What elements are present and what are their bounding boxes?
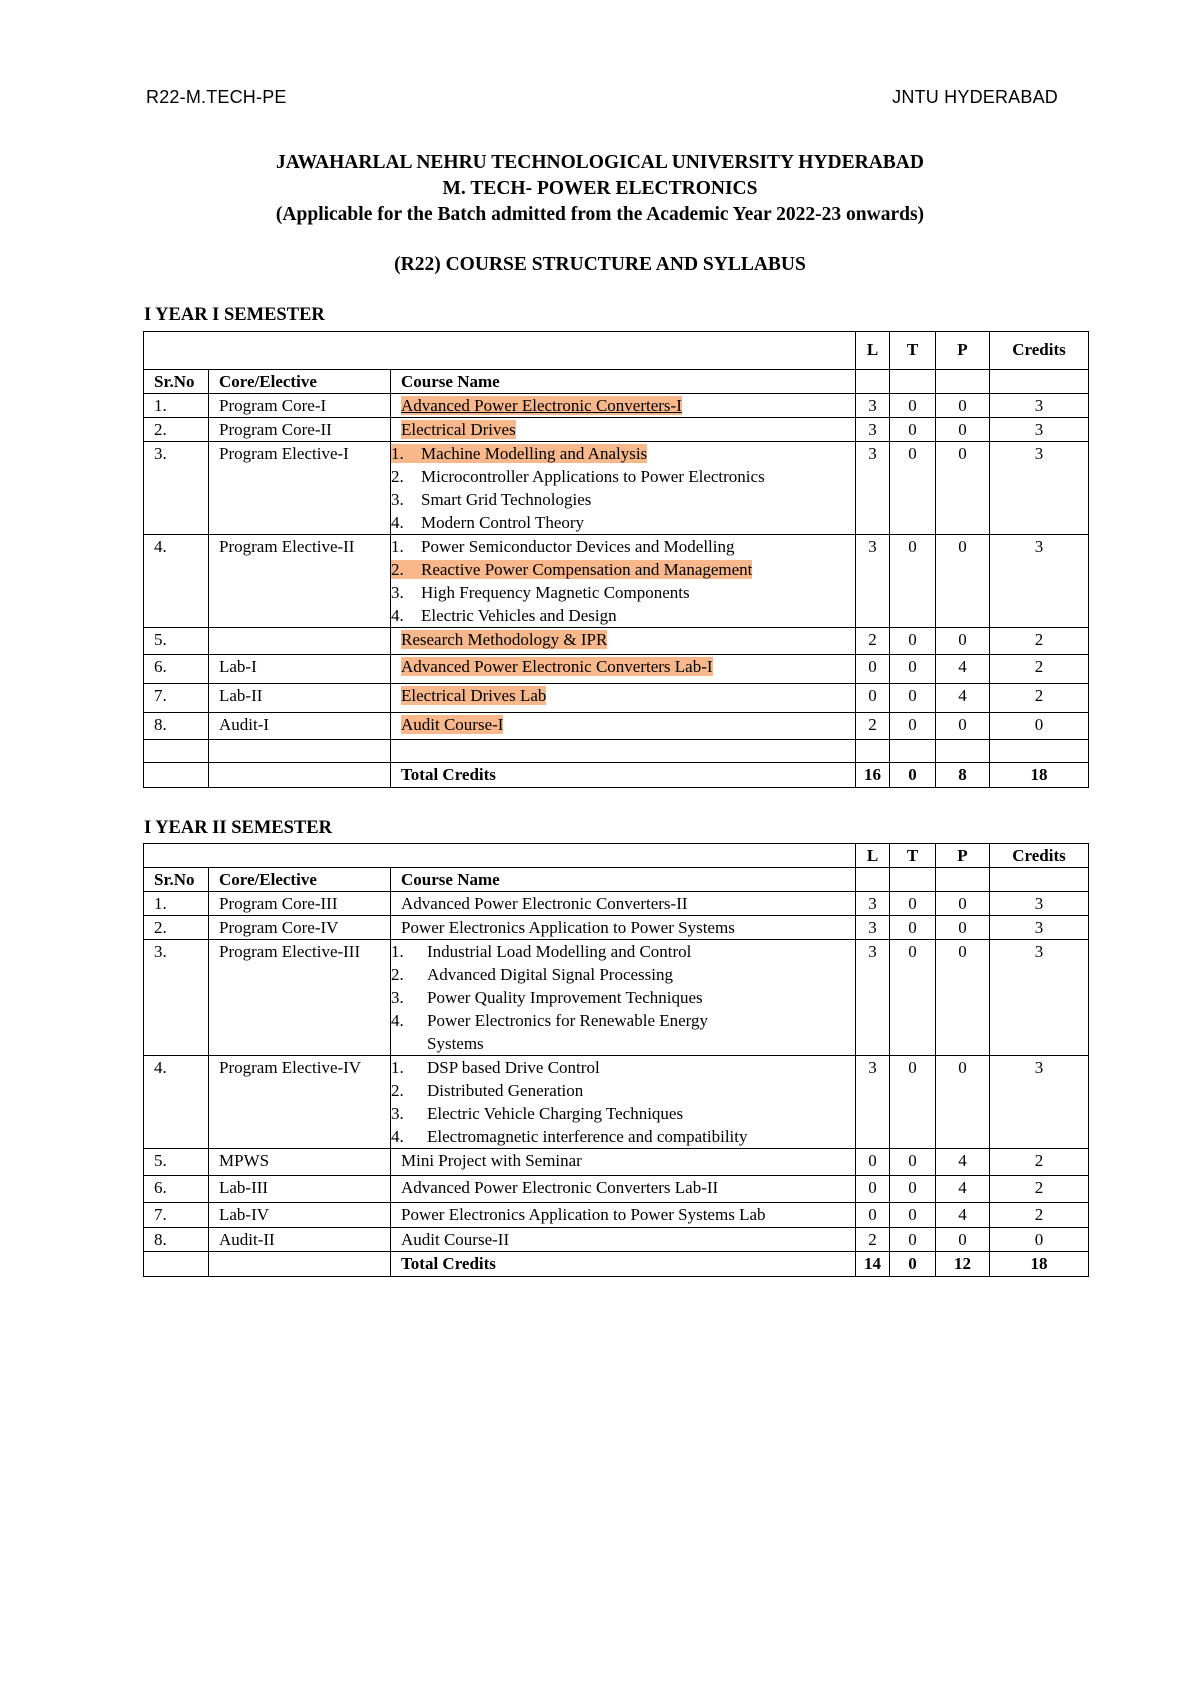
course-name: Power Electronics Application to Power Systems Lab — [391, 1203, 856, 1228]
row-t: 0 — [890, 1203, 936, 1228]
row-elective-list — [391, 940, 856, 1056]
elective-option: Electric Vehicles and Design — [421, 606, 617, 625]
row-t: 0 — [890, 1056, 936, 1149]
row-credits: 3 — [990, 442, 1089, 535]
row-srno: 2. — [144, 418, 209, 442]
row-t: 0 — [890, 655, 936, 684]
row-srno: 5. — [144, 628, 209, 655]
course-name: Advanced Power Electronic Converters-I — [401, 396, 682, 415]
table-row — [144, 442, 1089, 535]
row-p: 4 — [936, 684, 990, 713]
item-number: 1. — [391, 537, 404, 556]
row-type: Audit-I — [209, 713, 391, 740]
row-l: 3 — [856, 916, 890, 940]
row-l: 0 — [856, 1203, 890, 1228]
item-number: 1. — [391, 942, 404, 961]
row-srno: 1. — [144, 394, 209, 418]
row-t: 0 — [890, 1228, 936, 1252]
row-p: 0 — [936, 713, 990, 740]
row-credits: 2 — [990, 1149, 1089, 1176]
semester-2-table — [143, 843, 1089, 1277]
row-credits: 2 — [990, 655, 1089, 684]
course-name: Advanced Power Electronic Converters Lab-II — [391, 1176, 856, 1203]
row-t: 0 — [890, 535, 936, 628]
table-row — [144, 535, 1089, 628]
course-name: Audit Course-I — [401, 715, 504, 734]
col-srno: Sr.No — [144, 370, 209, 394]
total-credits-label: Total Credits — [391, 763, 856, 788]
elective-option: Industrial Load Modelling and Control — [427, 942, 692, 961]
course-name: Power Electronics Application to Power Systems — [391, 916, 856, 940]
row-elective-list — [391, 535, 856, 628]
elective-option: Electric Vehicle Charging Techniques — [427, 1104, 684, 1123]
row-t: 0 — [890, 394, 936, 418]
item-number: 4. — [391, 1011, 404, 1030]
elective-option: Modern Control Theory — [421, 513, 585, 532]
item-number: 2. — [391, 1081, 404, 1100]
row-l: 3 — [856, 442, 890, 535]
row-course — [391, 418, 856, 442]
semester-2-title: I YEAR II SEMESTER — [144, 818, 332, 838]
elective-option-continuation: Systems — [427, 1034, 484, 1053]
row-t: 0 — [890, 1149, 936, 1176]
row-p: 0 — [936, 940, 990, 1056]
row-t: 0 — [890, 418, 936, 442]
item-number: 3. — [391, 1104, 404, 1123]
item-number: 4. — [391, 1127, 404, 1146]
total-credits-label: Total Credits — [391, 1252, 856, 1277]
col-credits: Credits — [990, 844, 1089, 868]
semester-1-title: I YEAR I SEMESTER — [144, 305, 325, 325]
col-l: L — [856, 844, 890, 868]
row-credits: 2 — [990, 628, 1089, 655]
total-t: 0 — [890, 1252, 936, 1277]
row-credits: 3 — [990, 535, 1089, 628]
row-p: 0 — [936, 418, 990, 442]
program-title: M. TECH- POWER ELECTRONICS — [442, 178, 758, 199]
col-course-name: Course Name — [391, 370, 856, 394]
elective-option: Reactive Power Compensation and Management — [421, 560, 753, 579]
row-type: Program Elective-III — [209, 940, 391, 1056]
table-row — [144, 418, 1089, 442]
elective-option: Microcontroller Applications to Power Electronics — [421, 467, 765, 486]
row-credits: 0 — [990, 1228, 1089, 1252]
row-p: 0 — [936, 442, 990, 535]
semester-1-table — [143, 331, 1089, 788]
row-p: 0 — [936, 892, 990, 916]
total-p: 12 — [936, 1252, 990, 1277]
col-core-elective: Core/Elective — [209, 370, 391, 394]
row-type: Program Core-III — [209, 892, 391, 916]
row-srno: 4. — [144, 535, 209, 628]
row-elective-list — [391, 1056, 856, 1149]
row-t: 0 — [890, 940, 936, 1056]
row-type: Lab-III — [209, 1176, 391, 1203]
table-row — [144, 628, 1089, 655]
col-srno: Sr.No — [144, 868, 209, 892]
row-type: Program Core-II — [209, 418, 391, 442]
course-name: Research Methodology & IPR — [401, 630, 608, 649]
row-srno: 3. — [144, 940, 209, 1056]
row-course — [391, 684, 856, 713]
row-type: MPWS — [209, 1149, 391, 1176]
row-course — [391, 655, 856, 684]
total-l: 14 — [856, 1252, 890, 1277]
row-l: 2 — [856, 628, 890, 655]
row-p: 4 — [936, 1176, 990, 1203]
table-row — [144, 916, 1089, 940]
row-l: 3 — [856, 535, 890, 628]
item-number: 3. — [391, 490, 404, 509]
total-credits: 18 — [990, 763, 1089, 788]
row-type: Program Core-I — [209, 394, 391, 418]
course-name: Advanced Power Electronic Converters-II — [391, 892, 856, 916]
row-p: 0 — [936, 394, 990, 418]
col-p: P — [936, 332, 990, 370]
row-srno: 7. — [144, 684, 209, 713]
university-title: JAWAHARLAL NEHRU TECHNOLOGICAL UNIVERSITY HYDERABAD — [276, 152, 924, 173]
elective-option: Machine Modelling and Analysis — [421, 444, 648, 463]
elective-option: Distributed Generation — [427, 1081, 584, 1100]
row-credits: 3 — [990, 418, 1089, 442]
row-type: Program Core-IV — [209, 916, 391, 940]
table-row — [144, 940, 1089, 1056]
row-t: 0 — [890, 442, 936, 535]
table-row — [144, 1056, 1089, 1149]
row-credits: 3 — [990, 394, 1089, 418]
col-p: P — [936, 844, 990, 868]
col-t: T — [890, 844, 936, 868]
running-header-left: R22-M.TECH-PE — [146, 87, 287, 107]
row-p: 0 — [936, 1228, 990, 1252]
item-number: 2. — [391, 560, 404, 579]
col-core-elective: Core/Elective — [209, 868, 391, 892]
table-header-ltp — [144, 332, 1089, 370]
item-number: 2. — [391, 965, 404, 984]
row-credits: 2 — [990, 1176, 1089, 1203]
table-row — [144, 1203, 1089, 1228]
course-name: Mini Project with Seminar — [391, 1149, 856, 1176]
row-p: 0 — [936, 916, 990, 940]
elective-option: Power Semiconductor Devices and Modelling — [421, 537, 735, 556]
row-type: Lab-IV — [209, 1203, 391, 1228]
table-header-columns — [144, 370, 1089, 394]
table-row-total — [144, 1252, 1089, 1277]
row-p: 0 — [936, 628, 990, 655]
row-l: 3 — [856, 394, 890, 418]
row-srno: 1. — [144, 892, 209, 916]
table-row — [144, 394, 1089, 418]
row-l: 3 — [856, 1056, 890, 1149]
elective-option: Electromagnetic interference and compatibility — [427, 1127, 748, 1146]
row-credits: 3 — [990, 916, 1089, 940]
course-name: Advanced Power Electronic Converters Lab-I — [401, 657, 713, 676]
row-l: 0 — [856, 684, 890, 713]
row-srno: 4. — [144, 1056, 209, 1149]
row-credits: 2 — [990, 1203, 1089, 1228]
document-titles — [0, 150, 1200, 278]
row-srno: 2. — [144, 916, 209, 940]
table-row-total — [144, 763, 1089, 788]
total-t: 0 — [890, 763, 936, 788]
row-credits: 3 — [990, 1056, 1089, 1149]
elective-option: DSP based Drive Control — [427, 1058, 600, 1077]
row-l: 2 — [856, 1228, 890, 1252]
row-l: 0 — [856, 1149, 890, 1176]
col-course-name: Course Name — [391, 868, 856, 892]
row-credits: 3 — [990, 892, 1089, 916]
row-l: 3 — [856, 940, 890, 1056]
row-srno: 7. — [144, 1203, 209, 1228]
course-name: Electrical Drives Lab — [401, 686, 547, 705]
row-p: 4 — [936, 655, 990, 684]
elective-option: Advanced Digital Signal Processing — [427, 965, 673, 984]
col-credits: Credits — [990, 332, 1089, 370]
table-row — [144, 684, 1089, 713]
item-number: 4. — [391, 513, 404, 532]
table-row — [144, 655, 1089, 684]
row-srno: 5. — [144, 1149, 209, 1176]
row-srno: 8. — [144, 1228, 209, 1252]
row-type: Program Elective-I — [209, 442, 391, 535]
row-t: 0 — [890, 1176, 936, 1203]
row-type: Lab-I — [209, 655, 391, 684]
running-header-right: JNTU HYDERABAD — [892, 87, 1058, 107]
total-p: 8 — [936, 763, 990, 788]
item-number: 3. — [391, 583, 404, 602]
total-credits: 18 — [990, 1252, 1089, 1277]
row-srno: 6. — [144, 1176, 209, 1203]
table-row-empty — [144, 740, 1089, 763]
row-p: 4 — [936, 1203, 990, 1228]
elective-option: Smart Grid Technologies — [421, 490, 592, 509]
row-srno: 6. — [144, 655, 209, 684]
row-p: 0 — [936, 535, 990, 628]
col-t: T — [890, 332, 936, 370]
row-course — [391, 628, 856, 655]
row-type: Program Elective-IV — [209, 1056, 391, 1149]
row-t: 0 — [890, 713, 936, 740]
row-type: Lab-II — [209, 684, 391, 713]
row-credits: 3 — [990, 940, 1089, 1056]
row-srno: 8. — [144, 713, 209, 740]
row-credits: 2 — [990, 684, 1089, 713]
row-p: 0 — [936, 1056, 990, 1149]
row-l: 2 — [856, 713, 890, 740]
row-type — [209, 628, 391, 655]
row-t: 0 — [890, 628, 936, 655]
item-number: 2. — [391, 467, 404, 486]
table-row — [144, 1149, 1089, 1176]
table-header-columns — [144, 868, 1089, 892]
row-t: 0 — [890, 684, 936, 713]
row-type: Audit-II — [209, 1228, 391, 1252]
total-l: 16 — [856, 763, 890, 788]
applicability-note: (Applicable for the Batch admitted from the Academic Year 2022-23 onwards) — [275, 204, 925, 225]
row-l: 3 — [856, 892, 890, 916]
table-row — [144, 713, 1089, 740]
elective-option: Power Electronics for Renewable Energy — [427, 1011, 709, 1030]
row-type: Program Elective-II — [209, 535, 391, 628]
row-p: 4 — [936, 1149, 990, 1176]
col-l: L — [856, 332, 890, 370]
row-t: 0 — [890, 916, 936, 940]
course-name: Electrical Drives — [401, 420, 516, 439]
row-course — [391, 713, 856, 740]
item-number: 1. — [391, 1058, 404, 1077]
elective-option: Power Quality Improvement Techniques — [427, 988, 703, 1007]
course-structure-title: (R22) COURSE STRUCTURE AND SYLLABUS — [394, 254, 806, 275]
row-l: 3 — [856, 418, 890, 442]
item-number: 1. — [391, 444, 404, 463]
elective-option: High Frequency Magnetic Components — [421, 583, 690, 602]
item-number: 3. — [391, 988, 404, 1007]
row-elective-list — [391, 442, 856, 535]
row-l: 0 — [856, 655, 890, 684]
table-row — [144, 1176, 1089, 1203]
course-name: Audit Course-II — [391, 1228, 856, 1252]
table-header-ltp — [144, 844, 1089, 868]
row-t: 0 — [890, 892, 936, 916]
row-srno: 3. — [144, 442, 209, 535]
row-course — [391, 394, 856, 418]
table-row — [144, 892, 1089, 916]
table-row — [144, 1228, 1089, 1252]
row-l: 0 — [856, 1176, 890, 1203]
item-number: 4. — [391, 606, 404, 625]
row-credits: 0 — [990, 713, 1089, 740]
